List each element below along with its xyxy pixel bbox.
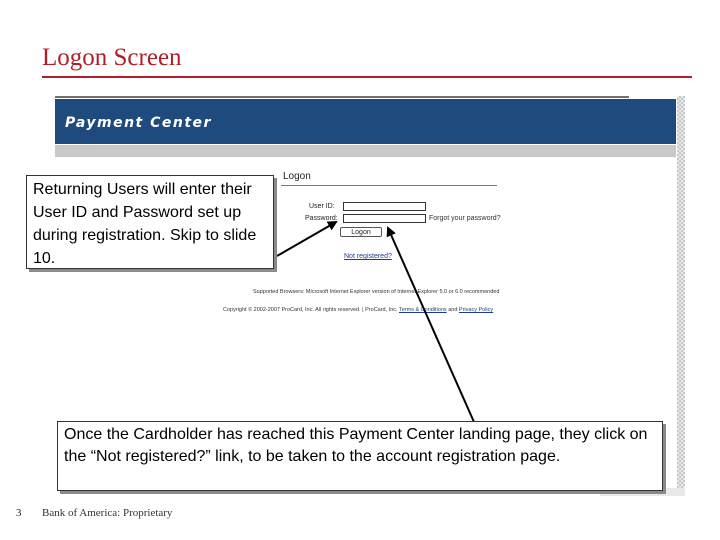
privacy-policy-link[interactable]: Privacy Policy	[458, 307, 494, 313]
slide-number: 3	[16, 507, 22, 519]
cardholder-callout: Once the Cardholder has reached this Payment Center landing page, they click on the “Not registered?” link, to be taken to the account registration page.	[57, 421, 663, 491]
password-label: Password:	[305, 215, 338, 222]
and-text: and	[448, 307, 458, 313]
user-id-label: User ID:	[309, 203, 335, 210]
logon-heading: Logon	[283, 171, 311, 182]
copyright-text: Copyright © 2002-2007 ProCard, Inc. All rights reserved. | ProCard, Inc.	[223, 307, 398, 313]
banner-title: Payment Center	[65, 115, 212, 131]
slide-title: Logon Screen	[42, 44, 182, 71]
terms-link[interactable]: Terms & Conditions	[398, 307, 447, 313]
not-registered-link[interactable]: Not registered?	[344, 253, 392, 260]
forgot-password-link[interactable]: Forgot your password?	[429, 215, 501, 222]
arrow-to-user-id	[277, 222, 336, 256]
arrow-to-logon-button	[388, 228, 474, 422]
returning-users-callout: Returning Users will enter their User ID and Password set up during registration. Skip to slide 10.	[26, 175, 274, 269]
footer-text: Bank of America: Proprietary	[42, 507, 173, 519]
supported-browsers-text: Supported Browsers: Microsoft Internet Explorer version of Internet Explorer 5.0 or 6.0 recommended	[253, 289, 500, 295]
logon-button[interactable]: Logon	[340, 227, 382, 237]
